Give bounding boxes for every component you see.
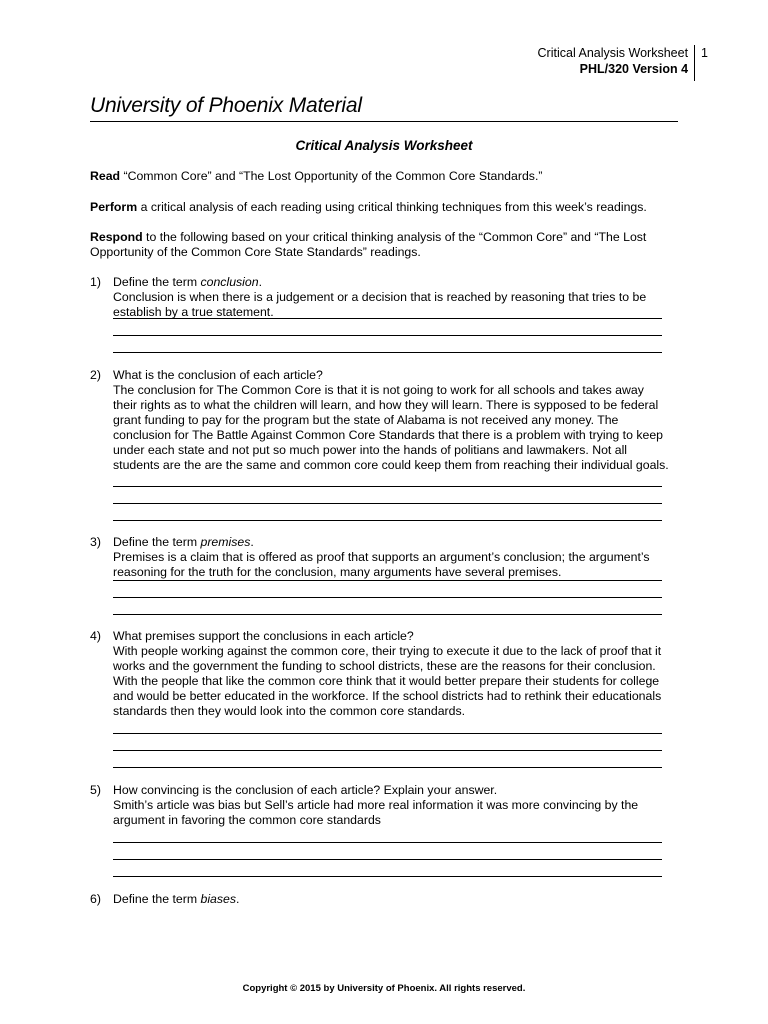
answer-line	[113, 876, 662, 877]
answer-line	[113, 859, 662, 860]
question-term: conclusion	[200, 275, 259, 289]
copyright-footer: Copyright © 2015 by University of Phoenix. All rights reserved.	[242, 983, 526, 994]
answer-line	[113, 842, 662, 843]
question-number: 6)	[90, 892, 101, 906]
answer-line	[113, 318, 662, 319]
answer-line	[113, 614, 662, 615]
question-number: 5)	[90, 783, 101, 797]
header-version: PHL/320 Version 4	[579, 62, 689, 76]
perform-label: Perform	[90, 200, 138, 214]
header-title: Critical Analysis Worksheet	[537, 46, 689, 60]
university-title: University of Phoenix Material	[90, 94, 362, 117]
answer-line	[113, 503, 662, 504]
question-term: biases	[200, 892, 237, 906]
answer-line	[113, 733, 662, 734]
question-prompt: Define the term	[113, 275, 201, 289]
perform-text: a critical analysis of each reading using critical thinking techniques from this week’s readings.	[137, 200, 647, 214]
question-5	[90, 783, 670, 828]
running-header	[538, 45, 708, 81]
read-instruction	[90, 169, 670, 184]
answer-line	[113, 597, 662, 598]
question-4	[90, 629, 670, 719]
answer-line	[113, 520, 662, 521]
question-term: premises	[200, 535, 251, 549]
read-label: Read	[90, 169, 121, 183]
answer-text: The conclusion for The Common Core is that it is not going to work for all schools and takes away their rights as to what the children will learn, and how they will learn. There is sypposed to be federal grant funding to pay for the program but the state of Alabama is not received any money. The conclusion for The Battle Against Common Core Standards that there is a problem with trying to keep under each state and not put so much power into the hands of politians and lawmakers. Not all students are the are the same and common core could keep them from reaching their individual goals.	[113, 383, 669, 472]
answer-text: Smith’s article was bias but Sell’s article had more real information it was more convincing by the argument in favoring the common core standards	[113, 798, 639, 827]
worksheet-title: Critical Analysis Worksheet	[295, 138, 473, 153]
title-divider	[90, 121, 678, 122]
question-prompt: How convincing is the conclusion of each article? Explain your answer.	[113, 783, 498, 797]
answer-line	[113, 580, 662, 581]
question-number: 2)	[90, 368, 101, 382]
question-prompt: What is the conclusion of each article?	[113, 368, 323, 382]
answer-line	[113, 767, 662, 768]
respond-text: to the following based on your critical thinking analysis of the “Common Core” and “The Lost Opportunity of the Common Core State Standards” readings.	[90, 230, 647, 259]
read-text: “Common Core” and “The Lost Opportunity of the Common Core Standards.”	[120, 169, 543, 183]
question-number: 3)	[90, 535, 101, 549]
answer-line	[113, 750, 662, 751]
answer-line	[113, 335, 662, 336]
respond-instruction	[90, 230, 670, 260]
question-6: 6) Define the term biases.	[90, 892, 240, 906]
question-number: 1)	[90, 275, 101, 289]
question-1: 1) Define the term conclusion. Conclusion is when there is a judgement or a decision that is reached by reasoning that tries to be establish by a true statement.	[90, 275, 670, 320]
answer-line	[113, 352, 662, 353]
question-3: 3) Define the term premises. Premises is a claim that is offered as proof that supports an argument’s conclusion; the argument’s reasoning for the truth for the conclusion, many arguments have several premises.	[90, 535, 670, 580]
answer-text: Premises is a claim that is offered as proof that supports an argument’s conclusion; the argument’s reasoning for the truth for the conclusion, many arguments have several premises.	[113, 550, 650, 579]
respond-label: Respond	[90, 230, 143, 244]
perform-instruction	[90, 200, 670, 215]
answer-line	[113, 486, 662, 487]
question-prompt: What premises support the conclusions in each article?	[113, 629, 414, 643]
page-number: 1	[701, 46, 708, 60]
question-number: 4)	[90, 629, 101, 643]
question-2	[90, 368, 670, 473]
answer-text: Conclusion is when there is a judgement or a decision that is reached by reasoning that tries to be establish by a true statement.	[113, 290, 647, 319]
answer-text: With people working against the common core, their trying to execute it due to the lack of proof that it works and the government the funding to school districts, these are the reasons for their conclusion. With the people that like the common core think that it would better prepare their students for college and would be better educated in the workforce. If the school districts had to rethink their educationals standards then they would look into the common core standards.	[113, 644, 662, 718]
question-prompt: Define the term	[113, 892, 201, 906]
question-prompt: Define the term	[113, 535, 201, 549]
